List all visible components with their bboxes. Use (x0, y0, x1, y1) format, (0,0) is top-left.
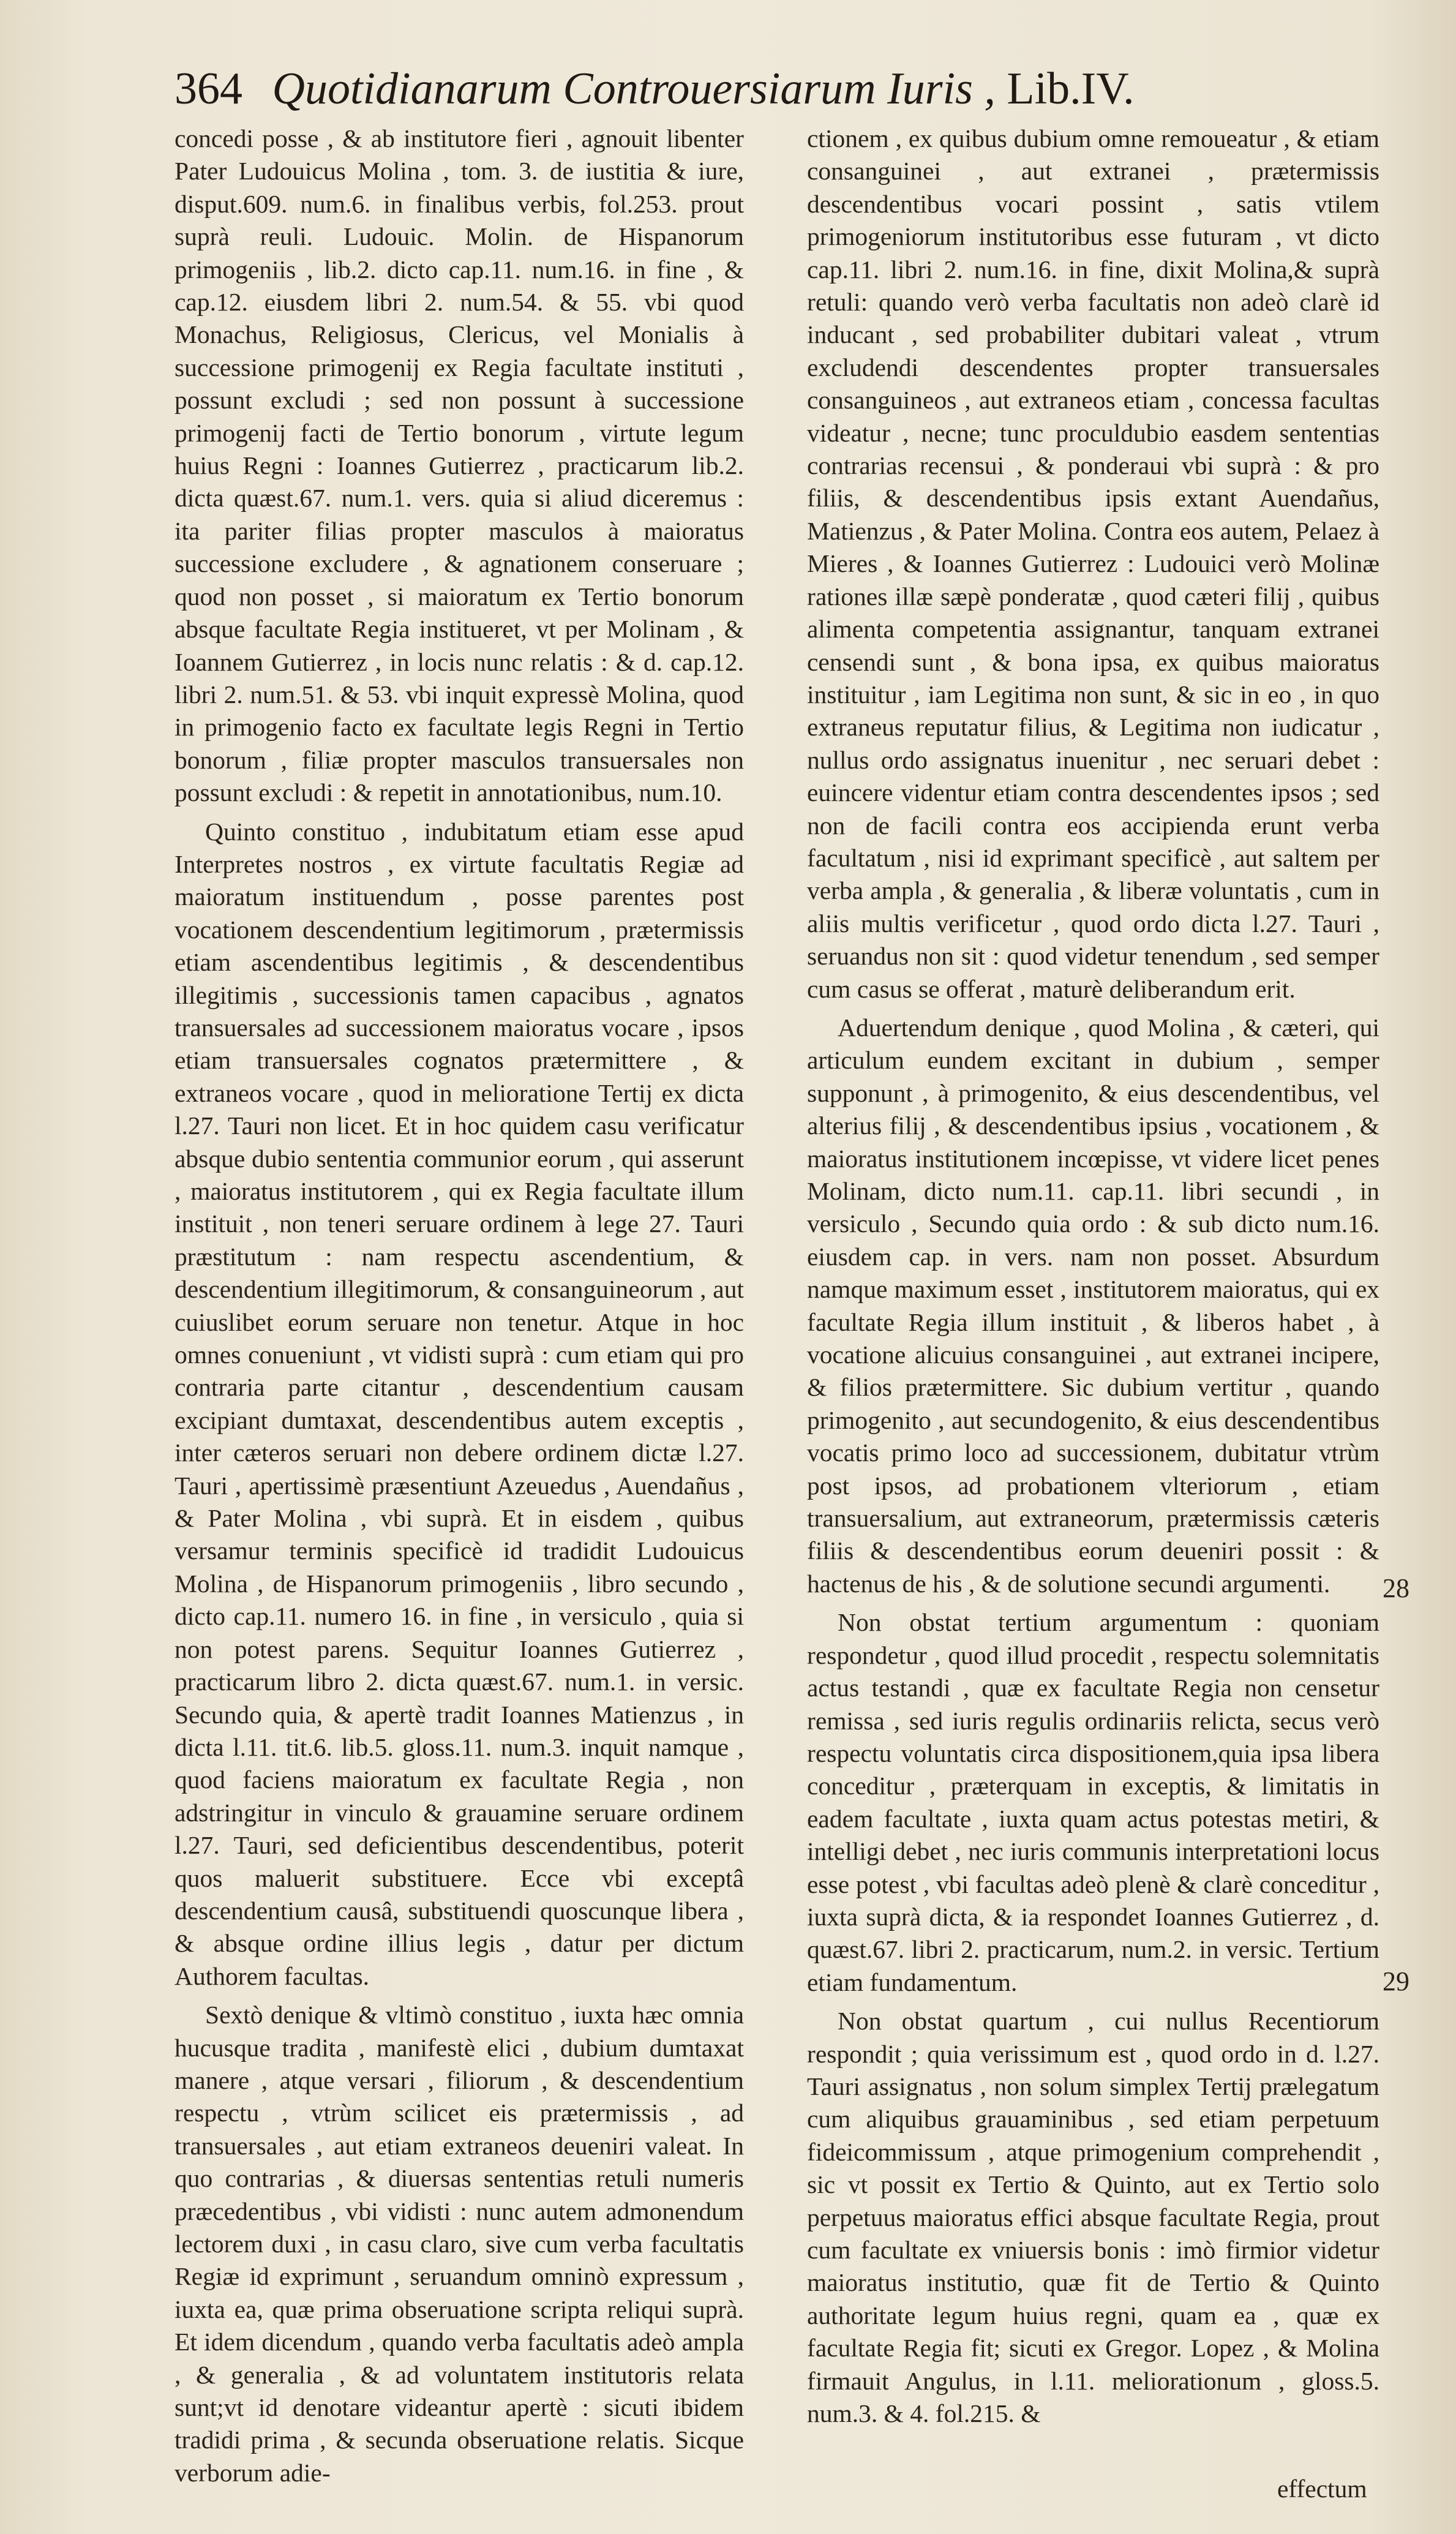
paragraph: Sextò denique & vltimò constituo , iuxta hæc omnia hucusque tradita , manifestè elici , dubium dumtaxat manere , atque versari , filiorum , & descendentium respectu , vtrùm scilicet eis prætermissis , ad transuersales , aut etiam extraneos deueniri valeat. In quo contrarias , & diuersas sententias retuli numeris præcedentibus , vbi vidisti : nunc autem admonendum lectorem duxi , in casu claro, sive cum verba facultatis Regiæ id exprimunt , seruandum omninò expressum , iuxta ea, quæ prima obseruatione scripta reliqui suprà. Et idem dicendum , quando verba facultatis adeò ampla , & generalia , & ad voluntatem institutoris relata sunt;vt id denotare videantur apertè : sicuti ibidem tradidi prima , & secunda obseruatione relatis. Sicque verborum adie- (174, 2001, 744, 2487)
right-column (807, 122, 1379, 2431)
running-title: Quotidianarum Controuersiarum Iuris , (272, 64, 996, 114)
book-label: Lib.IV. (1007, 64, 1135, 114)
paragraph: Non obstat quartum , cui nullus Recentiorum respondit ; quia verissimum est , quod ordo in d. l.27. Tauri assignatus , non solum simplex Tertij prælegatum cum aliquibus grauaminibus , sed etiam perpetuum fideicommissum , atque primogenium comprehendit , sic vt possit ex Tertio & Quinto, aut ex Tertio solo perpetuus maioratus effici absque facultate Regia, prout cum facultate ex vniuersis bonis : imò firmior videtur maioratus institutio, quæ fit de Tertio & Quinto authoritate legum huius regni, quam ea , quæ ex facultate Regia fit; sicuti ex Gregor. Lopez , & Molina firmauit Angulus, in l.11. meliorationum , gloss.5. num.3. & 4. fol.215. & (807, 2007, 1379, 2428)
catchword: effectum (1277, 2475, 1367, 2503)
left-column (174, 122, 744, 2487)
page-number: 364 (174, 64, 242, 114)
paragraph: concedi posse , & ab institutore fieri , agnouit libenter Pater Ludouicus Molina , tom. 3. de iustitia & iure, disput.609. num.6. in finalibus verbis, fol.253. prout suprà reuli. Ludouic. Molin. de Hispanorum primogeniis , lib.2. dicto cap.11. num.16. in fine , & cap.12. eiusdem libri 2. num.54. & 55. vbi quod Monachus, Religiosus, Clericus, vel Monialis à successione primogenij ex Regia facultate instituti , possunt excludi ; sed non possunt à successione primogenij facti de Tertio bonorum , virtute legum huius Regni : Ioannes Gutierrez , practicarum lib.2. dicta quæst.67. num.1. vers. quia si aliud diceremus : ita pariter filias propter masculos à maioratus successione excludere , & agnationem conseruare ; quod non posset , si maioratum ex Tertio bonorum absque facultate Regia institueret, vt per Molinam , & Ioannem Gutierrez , in locis nunc relatis : & d. cap.12. libri 2. num.51. & 53. vbi inquit expressè Molina, quod in primogenio facto ex facultate legis Regni in Tertio bonorum , filiæ propter masculos transuersales non possunt excludi : & repetit in annotationibus, num.10. (174, 124, 744, 807)
paragraph: Non obstat tertium argumentum : quoniam respondetur , quod illud procedit , respectu solemnitatis actus testandi , quæ ex facultate Regia non censetur remissa , sed iuris regulis ordinariis relicta, secus verò respectu voluntatis circa dispositionem,quia ipsa libera conceditur , præterquam in exceptis, & limitatis in eadem facultate , iuxta quam actus potestas metiri, & intelligi debet , nec iuris communis interpretationi locus esse potest , vbi facultas adeò plenè & clarè conceditur , iuxta suprà dicta, & ia respondet Ioannes Gutierrez , d. quæst.67. libri 2. practicarum, num.2. in versic. Tertium etiam fundamentum. (807, 1608, 1379, 1996)
paragraph: ctionem , ex quibus dubium omne remoueatur , & etiam consanguinei , aut extranei , prætermissis descendentibus vocari possint , satis vtilem primogeniorum institutoribus esse futuram , vt dicto cap.11. libri 2. num.16. in fine, dixit Molina,& suprà retuli: quando verò verba facultatis non adeò clarè id inducant , sed probabiliter dubitari valeat , vtrum excludendi descendentes propter transuersales consanguineos , aut extraneos etiam , concessa facultas videatur , necne; tunc proculdubio easdem sententias contrarias recensui , & ponderaui vbi suprà : & pro filiis, & descendentibus ipsis extant Auendañus, Matienzus , & Pater Molina. Contra eos autem, Pelaez à Mieres , & Ioannes Gutierrez : Ludouici verò Molinæ rationes illæ sæpè ponderatæ , quod cæteri filij , quibus alimenta competentia assignantur, tanquam extranei censendi sunt , & bona ipsa, ex quibus maioratus instituitur , iam Legitima non sunt, & sic in eo , in quo extraneus reputatur filius, & Legitima non iudicatur , nullus ordo assignatus inuenitur , nec seruari debet : euincere videntur etiam contra descendentes ipsos ; sed non de facili contra eos accipienda erunt verba facultatum , nisi id exprimant specificè , aut saltem per verba ampla , & generalia , & liberæ voluntatis , cum in aliis multis verificetur , quod ordo dicta l.27. Tauri , seruandus non sit : quod videtur tenendum , sed semper cum casus se offerat , maturè deliberandum erit. (807, 124, 1379, 1003)
running-header (174, 61, 1234, 116)
margin-number: 28 (1383, 1573, 1409, 1603)
margin-number: 29 (1383, 1966, 1409, 1996)
paragraph: Aduertendum denique , quod Molina , & cæteri, qui articulum eundem excitant in dubium , semper supponunt , à primogenito, & eius descendentibus, vel alterius filij , & descendentibus ipsius , vocationem , & maioratus institutionem incœpisse, vt videre licet penes Molinam, dicto num.11. cap.11. libri secundi , in versiculo , Secundo quia ordo : & sub dicto num.16. eiusdem cap. in vers. nam non posset. Absurdum namque maximum esset , institutorem maioratus, qui ex facultate Regia illum instituit , & liberos habet , à vocatione alicuius consanguinei , aut extranei incipere, & filios prætermittere. Sic dubium vertitur , quando primogenito , aut secundogenito, & eius descendentibus vocatis primo loco ad successionem, dubitatur vtrùm post ipsos, ad probationem vlteriorum , etiam transuersalium, aut extraneorum, prætermissis cæteris filiis & descendentibus eorum deueniri possit : & hactenus de his , & de solutione secundi argumenti. (807, 1013, 1379, 1598)
paragraph: Quinto constituo , indubitatum etiam esse apud Interpretes nostros , ex virtute facultatis Regiæ ad maioratum instituendum , posse parentes post vocationem descendentium legitimorum , prætermissis etiam ascendentibus legitimis , & descendentibus illegitimis , successionis tamen capacibus , agnatos transuersales ad successionem maioratus vocare , ipsos etiam transuersales cognatos prætermittere , & extraneos vocare , quod in melioratione Tertij ex dicta l.27. Tauri non licet. Et in hoc quidem casu verificatur absque dubio sententia communior eorum , qui asserunt , maioratus institutorem , qui ex Regia facultate illum instituit , non teneri seruare ordinem à lege 27. Tauri præstitutum : nam respectu ascendentium, & descendentium illegitimorum, & consanguineorum , aut cuiuslibet eorum seruare non tenetur. Atque in hoc omnes conueniunt , vt vidisti suprà : cum etiam qui pro contraria parte citantur , descendentium causam excipiant dumtaxat, descendentibus autem exceptis , inter cæteros seruari non debere ordinem dictæ l.27. Tauri , apertissimè præsentiunt Azeuedus , Auendañus , & Pater Molina , vbi suprà. Et in eisdem , quibus versamur terminis specificè id tradidit Ludouicus Molina , de Hispanorum primogeniis , libro secundo , dicto cap.11. numero 16. in fine , in versiculo , quia si non potest parens. Sequitur Ioannes Gutierrez , practicarum libro 2. dicta quæst.67. num.1. in versic. Secundo quia, & apertè tradit Ioannes Matienzus , in dicta l.11. tit.6. lib.5. gloss.11. num.3. inquit namque , quod faciens maioratum ex facultate Regia , non adstringitur in vinculo & grauamine seruare ordinem l.27. Tauri, sed deficientibus descendentibus, poterit quos maluerit substituere. Ecce vbi exceptâ descendentium causâ, substituendi quoscunque libera , & absque ordine illius legis , datur per dictum Authorem facultas. (174, 817, 744, 1990)
